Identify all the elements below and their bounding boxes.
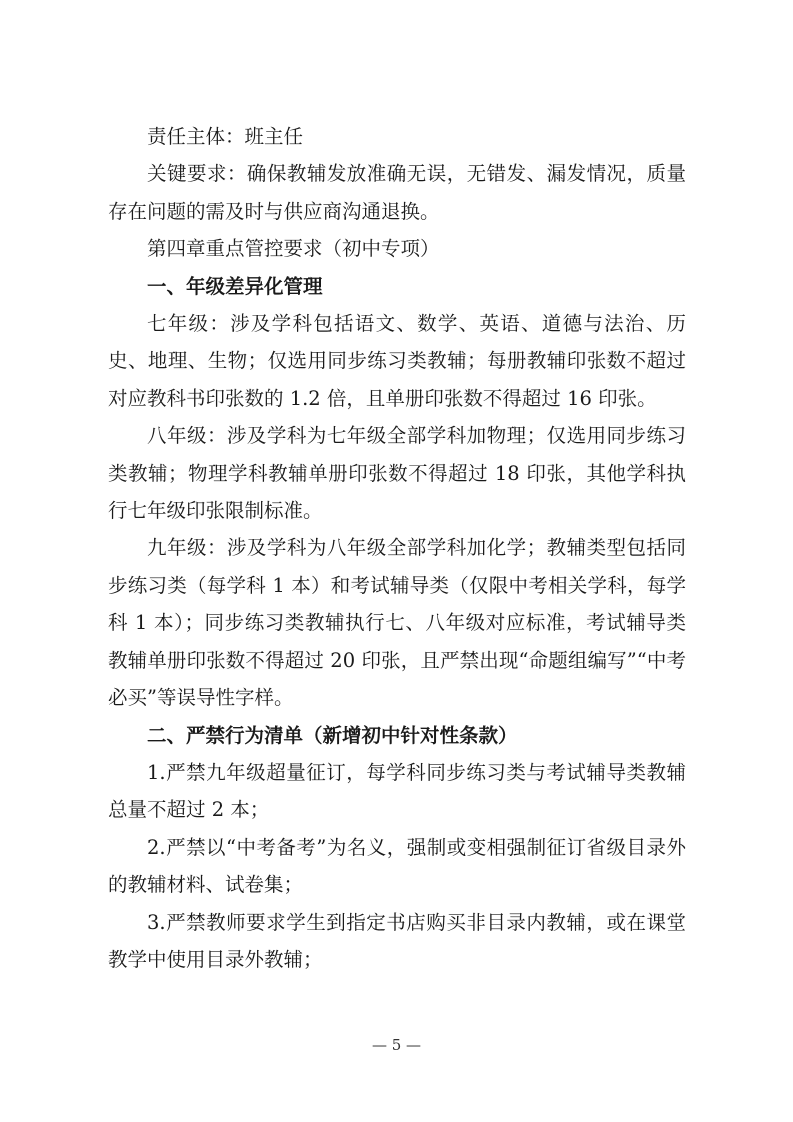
section-heading-grade-management: 一、年级差异化管理 (147, 274, 323, 298)
grade8-paragraph: 八年级：涉及学科为七年级全部学科加物理；仅选用同步练习类教辅；物理学科教辅单册印张数不得超过 18 印张，其他学科执行七年级印张限制标准。 (108, 424, 686, 523)
grade7-paragraph: 七年级：涉及学科包括语文、数学、英语、道德与法治、历史、地理、生物；仅选用同步练习类教辅；每册教辅印张数不超过对应教科书印张数的 1.2 倍，且单册印张数不得超过 16 印张。 (108, 312, 686, 410)
key-requirements-paragraph: 关键要求：确保教辅发放准确无误，无错发、漏发情况，质量存在问题的需及时与供应商沟通退换。 (108, 162, 686, 223)
document-body (108, 118, 686, 978)
prohibited-item-1: 1.严禁九年级超量征订，每学科同步练习类与考试辅导类教辅总量不超过 2 本； (108, 760, 686, 822)
section-heading-prohibited-behaviors: 二、严禁行为清单（新增初中针对性条款） (147, 723, 518, 747)
chapter-title: 第四章重点管控要求（初中专项） (147, 237, 440, 261)
prohibited-item-3: 3.严禁教师要求学生到指定书店购买非目录内教辅，或在课堂教学中使用目录外教辅； (108, 910, 686, 971)
prohibited-item-2: 2.严禁以“中考备考”为名义，强制或变相强制征订省级目录外的教辅材料、试卷集； (108, 835, 686, 897)
page-number: — 5 — (371, 1036, 422, 1054)
responsible-party-paragraph: 责任主体：班主任 (147, 125, 304, 148)
grade9-paragraph: 九年级：涉及学科为八年级全部学科加化学；教辅类型包括同步练习类（每学科 1 本）和考试辅导类（仅限中考相关学科，每学科 1 本）；同步练习类教辅执行七、八年级对应标准，考试辅导类教辅单册印张数不得超过 20 印张，且严禁出现“命题组编写”“中考必买”等误导性字样。 (108, 536, 686, 710)
